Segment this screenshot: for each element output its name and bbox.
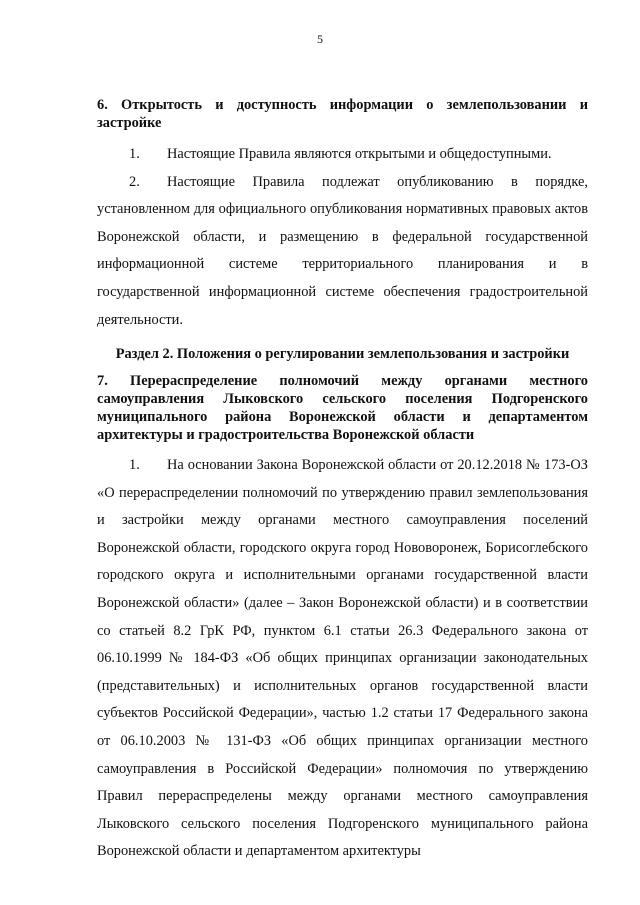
section-6-item-2 bbox=[97, 169, 588, 335]
section-6-body bbox=[97, 141, 588, 334]
part-2-heading: Раздел 2. Положения о регулировании землепользования и застройки bbox=[115, 346, 570, 362]
item-text: На основании Закона Воронежской области от 20.12.2018 № 173-ОЗ «О перераспределении полномочий по утверждению правил землепользования и застройки между органами местного самоуправления поселений Воронежской области, городского округа город Нововоронеж, Борисоглебского городского округа и исполнительными органами государственной власти Воронежской области» (далее – Закон Воронежской области) и в соответствии со статьей 8.2 ГрК РФ, пунктом 6.1 статьи 26.3 Федерального закона от 06.10.1999 № 184-ФЗ «Об общих принципах организации законодательных (представительных) и исполнительных органов государственной власти субъектов Российской Федерации», частью 1.2 статьи 17 Федерального закона от 06.10.2003 № 131-ФЗ «Об общих принципах организации местного самоуправления в Российской Федерации» полномочия по утверждению Правил перераспределены между органами местного самоуправления Лыковского сельского поселения Подгоренского муниципального района Воронежской области и департаментом архитектуры bbox=[97, 457, 588, 860]
item-number: 1. bbox=[129, 146, 140, 162]
item-text: Настоящие Правила являются открытыми и общедоступными. bbox=[167, 146, 552, 162]
section-6-heading: 6. Открытость и доступность информации о землепользовании и застройке bbox=[97, 97, 588, 131]
section-6-item-1 bbox=[97, 141, 588, 169]
section-7-item-1 bbox=[97, 452, 588, 866]
item-number: 1. bbox=[129, 457, 140, 473]
page-number: 5 bbox=[317, 32, 323, 46]
item-number: 2. bbox=[129, 173, 140, 190]
item-text: Настоящие Правила подлежат опубликованию в порядке, установленном для официального опубликования нормативных правовых актов Воронежской области, и размещению в федеральной государственной информационной системе территориального планирования и в государственной информационной системе обеспечения градостроительной деятельности. bbox=[97, 173, 588, 328]
section-7-body bbox=[97, 452, 588, 866]
section-7-heading: 7. Перераспределение полномочий между органами местного самоуправления Лыковского сельского поселения Подгоренского муниципального района Воронежской области и департаментом архитектуры и градостроительства Воронежской области bbox=[97, 373, 588, 443]
